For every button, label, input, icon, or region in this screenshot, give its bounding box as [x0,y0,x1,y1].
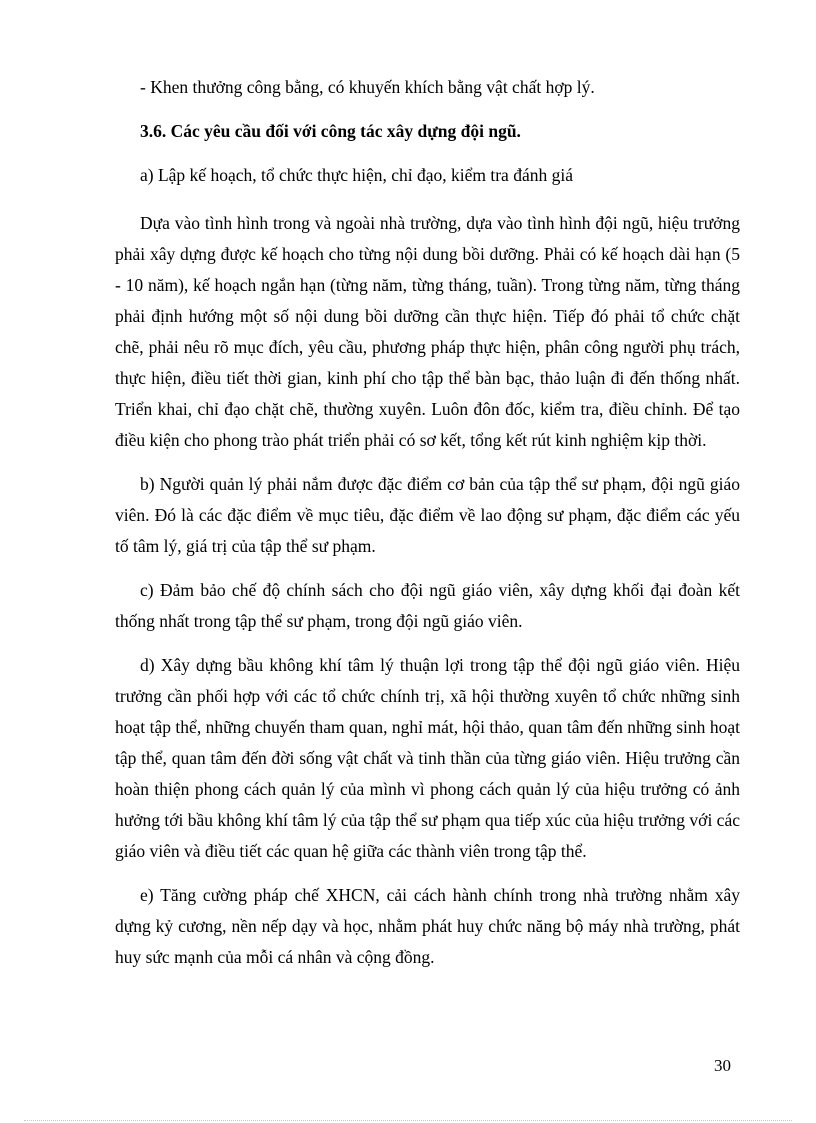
page-number: 30 [714,1056,731,1075]
paragraph-c: c) Đảm bảo chế độ chính sách cho đội ngũ giáo viên, xây dựng khối đại đoàn kết thống nhất trong tập thể sư phạm, trong đội ngũ giáo viên. [115,580,740,631]
section-heading: 3.6. Các yêu cầu đối với công tác xây dựng đội ngũ. [140,121,521,141]
paragraph-e: e) Tăng cường pháp chế XHCN, cải cách hành chính trong nhà trường nhằm xây dựng kỷ cương, nền nếp dạy và học, nhằm phát huy chức năng bộ máy nhà trường, phát huy sức mạnh của mỗi cá nhân và cộng đồng. [115,885,740,967]
page-content [115,72,740,973]
bullet-line: - Khen thưởng công bằng, có khuyến khích bằng vật chất hợp lý. [140,77,595,97]
paragraph-b: b) Người quản lý phải nắm được đặc điểm cơ bản của tập thể sư phạm, đội ngũ giáo viên. Đó là các đặc điểm về mục tiêu, đặc điểm về lao động sư phạm, đặc điểm các yếu tố tâm lý, giá trị của tập thể sư phạm. [115,474,740,556]
paragraph-d: d) Xây dựng bầu không khí tâm lý thuận lợi trong tập thể đội ngũ giáo viên. Hiệu trưởng cần phối hợp với các tổ chức chính trị, xã hội thường xuyên tổ chức những sinh hoạt tập thể, những chuyến tham quan, nghỉ mát, hội thảo, quan tâm đến những sinh hoạt tập thể, quan tâm đến đời sống vật chất và tinh thần của từng giáo viên. Hiệu trưởng cần hoàn thiện phong cách quản lý của mình vì phong cách quản lý của hiệu trưởng có ảnh hưởng tới bầu không khí tâm lý của tập thể sư phạm qua tiếp xúc của hiệu trưởng với các giáo viên và điều tiết các quan hệ giữa các thành viên trong tập thể. [115,655,740,861]
page-bottom-divider [24,1120,792,1121]
subheading-a: a) Lập kế hoạch, tổ chức thực hiện, chỉ đạo, kiểm tra đánh giá [140,165,573,185]
paragraph-a: Dựa vào tình hình trong và ngoài nhà trường, dựa vào tình hình đội ngũ, hiệu trưởng phải xây dựng được kế hoạch cho từng nội dung bồi dưỡng. Phải có kế hoạch dài hạn (5 - 10 năm), kế hoạch ngắn hạn (từng năm, từng tháng, tuần). Trong từng năm, từng tháng phải định hướng một số nội dung bồi dưỡng cần thực hiện. Tiếp đó phải tổ chức chặt chẽ, phải nêu rõ mục đích, yêu cầu, phương pháp thực hiện, phân công người phụ trách, thực hiện, điều tiết thời gian, kinh phí cho tập thể bàn bạc, thảo luận đi đến thống nhất. Triển khai, chỉ đạo chặt chẽ, thường xuyên. Luôn đôn đốc, kiểm tra, điều chỉnh. Để tạo điều kiện cho phong trào phát triển phải có sơ kết, tổng kết rút kinh nghiệm kịp thời. [115,213,740,450]
